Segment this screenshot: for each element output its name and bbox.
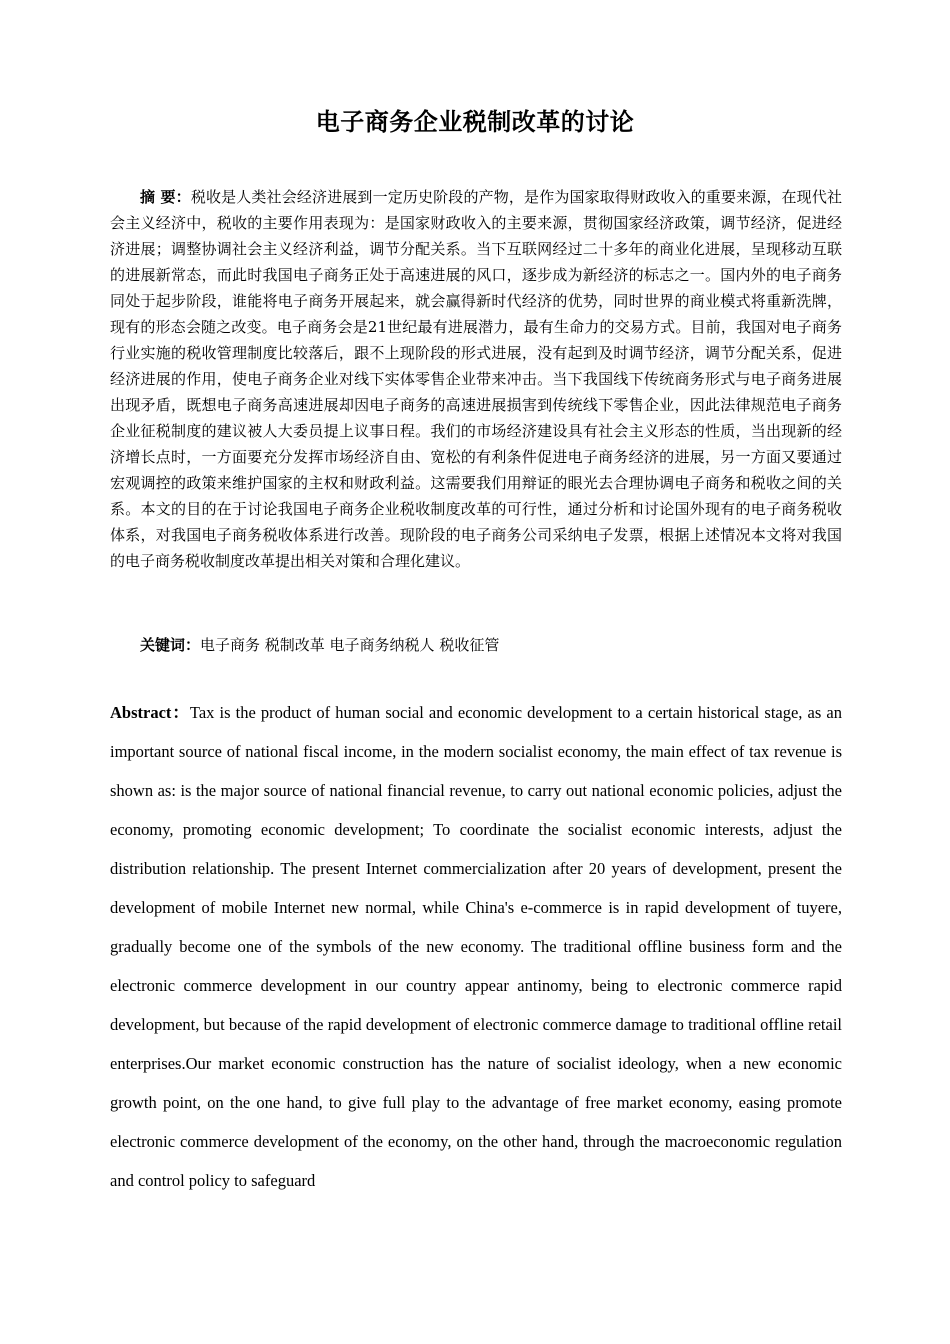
abstract-english [110, 693, 842, 1200]
keywords [110, 632, 842, 658]
abstract-chinese [110, 184, 842, 574]
abstract-english-label: Abstract： [110, 703, 190, 722]
keywords-label: 关键词： [140, 636, 201, 654]
abstract-chinese-label: 摘 要： [140, 188, 191, 206]
abstract-english-text: Tax is the product of human social and economic development to a certain historical stage, as an important source of national fiscal income, in the modern socialist economy, the main effect of tax revenue is shown as: is the major source of national financial revenue, to carry out national economic policies, adjust the economy, promoting economic development; To coordinate the socialist economic interests, adjust the distribution relationship. The present Internet commercialization after 20 years of development, present the development of mobile Internet new normal, while China's e-commerce is in rapid development of tuyere, gradually become one of the symbols of the new economy. The traditional offline business form and the electronic commerce development in our country appear antinomy, being to electronic commerce rapid development, but because of the rapid development of electronic commerce damage to traditional offline retail enterprises.Our market economic construction has the nature of socialist ideology, when a new economic growth point, on the one hand, to give full play to the advantage of free market economy, easing promote electronic commerce development of the economy, on the other hand, through the macroeconomic regulation and control policy to safeguard [110, 703, 842, 1190]
abstract-chinese-text: 税收是人类社会经济进展到一定历史阶段的产物，是作为国家取得财政收入的重要来源，在现代社会主义经济中，税收的主要作用表现为：是国家财政收入的主要来源，贯彻国家经济政策，调节经济，促进经济进展；调整协调社会主义经济利益，调节分配关系。当下互联网经过二十多年的商业化进展，呈现移动互联的进展新常态，而此时我国电子商务正处于高速进展的风口，逐步成为新经济的标志之一。国内外的电子商务同处于起步阶段，谁能将电子商务开展起来，就会赢得新时代经济的优势，同时世界的商业模式将重新洗牌，现有的形态会随之改变。电子商务会是21世纪最有进展潜力，最有生命力的交易方式。目前，我国对电子商务行业实施的税收管理制度比较落后，跟不上现阶段的形式进展，没有起到及时调节经济，调节分配关系，促进经济进展的作用，使电子商务企业对线下实体零售企业带来冲击。当下我国线下传统商务形式与电子商务进展出现矛盾，既想电子商务高速进展却因电子商务的高速进展损害到传统线下零售企业，因此法律规范电子商务企业征税制度的建议被人大委员提上议事日程。我们的市场经济建设具有社会主义形态的性质，当出现新的经济增长点时，一方面要充分发挥市场经济自由、宽松的有利条件促进电子商务经济的进展，另一方面又要通过宏观调控的政策来维护国家的主权和财政利益。这需要我们用辩证的眼光去合理协调电子商务和税收之间的关系。本文的目的在于讨论我国电子商务企业税收制度改革的可行性，通过分析和讨论国外现有的电子商务税收体系，对我国电子商务税收体系进行改善。现阶段的电子商务公司采纳电子发票，根据上述情况本文将对我国的电子商务税收制度改革提出相关对策和合理化建议。 [110, 188, 842, 570]
document-title: 电子商务企业税制改革的讨论 [315, 108, 635, 136]
keywords-text: 电子商务 税制改革 电子商务纳税人 税收征管 [200, 636, 500, 654]
